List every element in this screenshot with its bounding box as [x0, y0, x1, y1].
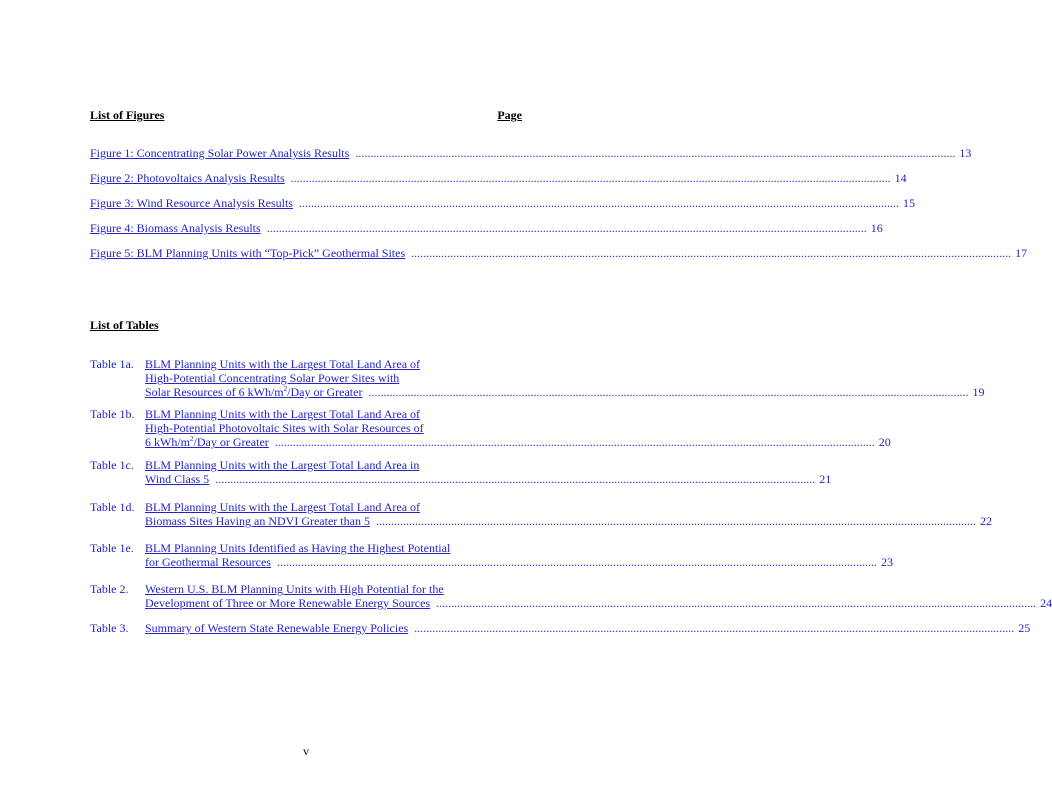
- dot-leader: ........................................................................................................................................................................................................: [436, 596, 1037, 610]
- list-of-figures-heading: List of Figures: [90, 108, 165, 122]
- entry-link[interactable]: [145, 371, 399, 385]
- entry-title-text: /Day or Greater: [193, 435, 269, 449]
- entry-title-text: BLM Planning Units with the Largest Total Land Area of: [145, 500, 421, 514]
- entry-label: Table 1e.: [90, 541, 134, 555]
- entry-title-text: Solar Resources of 6 kWh/m: [145, 385, 284, 399]
- entry-link[interactable]: [145, 555, 271, 569]
- dot-leader: ........................................................................................................................................................................................................: [414, 621, 1015, 635]
- dot-leader: ........................................................................................................................................................................................................: [215, 472, 816, 486]
- entry-link[interactable]: [145, 500, 420, 514]
- table-entry[interactable]: [90, 500, 992, 528]
- entry-label: Table 2.: [90, 582, 129, 596]
- figure-entry[interactable]: [90, 171, 907, 185]
- table-entry[interactable]: [90, 458, 832, 486]
- page-number-link[interactable]: 16: [870, 221, 883, 235]
- dot-leader: ........................................................................................................................................................................................................: [276, 555, 877, 569]
- entry-label: Table 1a.: [90, 357, 134, 371]
- dot-leader: ........................................................................................................................................................................................................: [290, 171, 891, 185]
- table-entry[interactable]: [90, 541, 893, 569]
- page-number-link[interactable]: 19: [972, 385, 985, 399]
- table-entry[interactable]: [90, 407, 891, 449]
- entry-link[interactable]: [145, 435, 269, 449]
- entry-link[interactable]: [145, 621, 408, 635]
- table-entry[interactable]: [90, 621, 1031, 635]
- entry-title-text: Development of Three or More Renewable Energy Sources: [145, 596, 431, 610]
- entry-label: Table 3.: [90, 621, 129, 635]
- dot-leader: ........................................................................................................................................................................................................: [274, 435, 875, 449]
- page-number-link[interactable]: 25: [1018, 621, 1031, 635]
- page-number-link[interactable]: 24: [1040, 596, 1052, 610]
- entry-title-text: BLM Planning Units Identified as Having the Highest Potential: [145, 541, 451, 555]
- dot-leader: ........................................................................................................................................................................................................: [368, 385, 969, 399]
- superscript: 2: [283, 385, 288, 393]
- entry-link[interactable]: [145, 385, 362, 399]
- entry-label: Table 1c.: [90, 458, 134, 472]
- dot-leader: ........................................................................................................................................................................................................: [355, 146, 956, 160]
- entry-label: Table 1b.: [90, 407, 135, 421]
- page-number-link[interactable]: 21: [819, 472, 832, 486]
- entry-title-text: /Day or Greater: [287, 385, 363, 399]
- superscript: 2: [190, 435, 194, 443]
- entry-link[interactable]: [145, 514, 370, 528]
- figure-entry[interactable]: [90, 246, 1028, 260]
- dot-leader: ........................................................................................................................................................................................................: [298, 196, 899, 210]
- entry-link[interactable]: [145, 596, 430, 610]
- entry-link[interactable]: [145, 407, 420, 421]
- entry-title-text: Western U.S. BLM Planning Units with High Potential for the: [145, 582, 444, 596]
- entry-link[interactable]: [90, 146, 349, 160]
- entry-title-text: for Geothermal Resources: [145, 555, 271, 569]
- page-number: v: [303, 744, 309, 758]
- page-number-link[interactable]: 22: [979, 514, 992, 528]
- page-column-heading: Page: [497, 108, 522, 122]
- entry-title-text: Summary of Western State Renewable Energy Policies: [145, 621, 409, 635]
- entry-link[interactable]: [145, 582, 444, 596]
- entry-link[interactable]: [90, 221, 261, 235]
- entry-title-text: Figure 3: Wind Resource Analysis Results: [90, 196, 293, 210]
- entry-link[interactable]: [145, 357, 420, 371]
- figure-entry[interactable]: [90, 146, 972, 160]
- dot-leader: ........................................................................................................................................................................................................: [375, 514, 976, 528]
- entry-link[interactable]: [90, 196, 293, 210]
- entry-title-text: Figure 4: Biomass Analysis Results: [90, 221, 261, 235]
- entry-title-text: BLM Planning Units with the Largest Total Land Area of: [145, 357, 421, 371]
- page-number-link[interactable]: 20: [878, 435, 891, 449]
- entry-title-text: Figure 1: Concentrating Solar Power Analysis Results: [90, 146, 350, 160]
- entry-title-text: High-Potential Concentrating Solar Power Sites with: [145, 371, 400, 385]
- entry-link[interactable]: [145, 472, 209, 486]
- page-number-link[interactable]: 14: [894, 171, 907, 185]
- entry-link[interactable]: [145, 541, 450, 555]
- figure-entry[interactable]: [90, 196, 915, 210]
- list-of-tables-heading: List of Tables: [90, 318, 159, 332]
- entry-title-text: High-Potential Photovoltaic Sites with Solar Resources of: [145, 421, 424, 435]
- entry-link[interactable]: [145, 458, 419, 472]
- entry-title-text: Wind Class 5: [145, 472, 210, 486]
- dot-leader: ........................................................................................................................................................................................................: [266, 221, 867, 235]
- entry-link[interactable]: [90, 171, 285, 185]
- entry-title-text: 6 kWh/m: [145, 435, 190, 449]
- dot-leader: ........................................................................................................................................................................................................: [411, 246, 1012, 260]
- table-entry[interactable]: [90, 582, 1052, 610]
- table-entry[interactable]: [90, 357, 985, 399]
- entry-title-text: Figure 5: BLM Planning Units with “Top-Pick” Geothermal Sites: [90, 246, 406, 260]
- entry-title-text: Biomass Sites Having an NDVI Greater than 5: [145, 514, 370, 528]
- entry-title-text: Figure 2: Photovoltaics Analysis Results: [90, 171, 285, 185]
- entry-label: Table 1d.: [90, 500, 135, 514]
- figure-entry[interactable]: [90, 221, 883, 235]
- entry-link[interactable]: [145, 421, 424, 435]
- page-number-link[interactable]: 17: [1015, 246, 1028, 260]
- page-number-link[interactable]: 23: [880, 555, 893, 569]
- page-number-link[interactable]: 15: [902, 196, 915, 210]
- page-number-link[interactable]: 13: [959, 146, 972, 160]
- entry-title-text: BLM Planning Units with the Largest Total Land Area of: [145, 407, 421, 421]
- entry-link[interactable]: [90, 246, 405, 260]
- entry-title-text: BLM Planning Units with the Largest Total Land Area in: [145, 458, 420, 472]
